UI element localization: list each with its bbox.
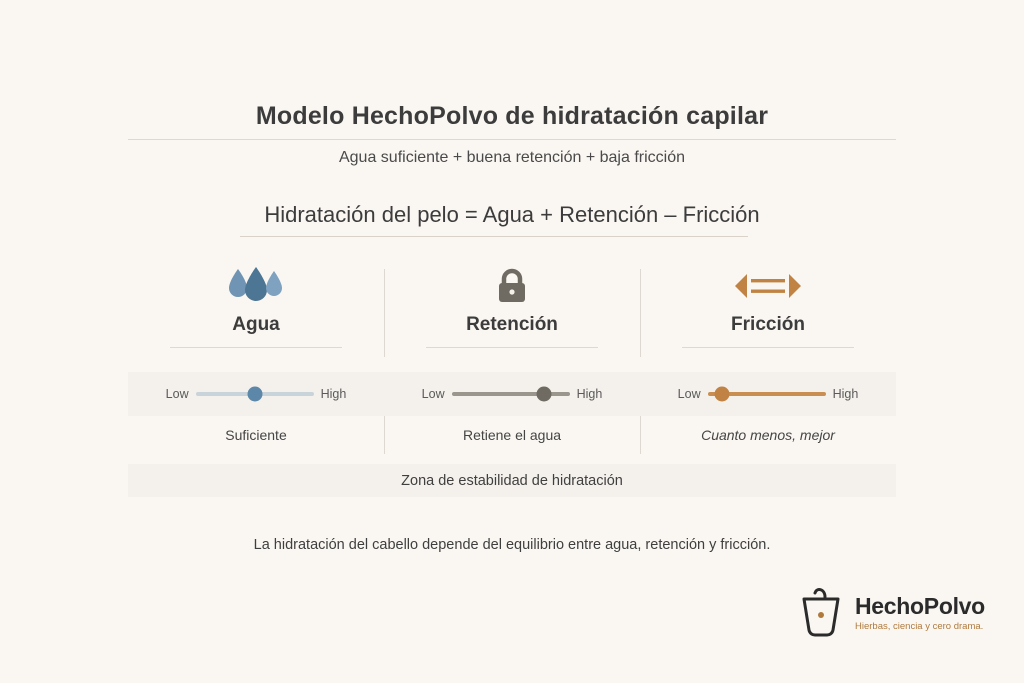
slider-low-label: Low [421, 387, 445, 401]
pillar-columns [128, 266, 896, 361]
caption-friccion: Cuanto menos, mejor [640, 416, 896, 454]
slider-high-label: High [576, 387, 603, 401]
slider-low-label: Low [165, 387, 189, 401]
divider-top [128, 139, 896, 140]
pillar-retencion [384, 266, 640, 361]
page-title: Modelo HechoPolvo de hidratación capilar [255, 102, 769, 130]
water-drops-icon [224, 266, 288, 306]
slider-high-label: High [832, 387, 859, 401]
brand-logo [795, 578, 995, 648]
equation-text: Hidratación del pelo = Agua + Retención – Fricción [264, 202, 760, 227]
caption-row [128, 416, 896, 454]
lock-icon [492, 266, 532, 306]
brand-text [855, 594, 985, 632]
pillar-agua [128, 266, 384, 361]
friction-arrows-icon [733, 266, 803, 306]
pillar-label: Agua [232, 314, 280, 335]
slider-knob[interactable] [714, 387, 729, 402]
pillar-underline [682, 347, 854, 348]
brand-tagline: Hierbas, ciencia y cero drama. [855, 621, 984, 633]
slider-knob[interactable] [247, 387, 262, 402]
slider-track[interactable] [452, 392, 570, 396]
slider-low-label: Low [677, 387, 701, 401]
stability-zone-label: Zona de estabilidad de hidratación [401, 472, 623, 489]
footnote-text: La hidratación del cabello depende del equilibrio entre agua, retención y fricción. [253, 537, 771, 553]
caption-retencion: Retiene el agua [384, 416, 640, 454]
page-subtitle: Agua suficiente + buena retención + baja fricción [338, 149, 685, 166]
slider-track[interactable] [708, 392, 826, 396]
divider-equation [240, 236, 748, 237]
stability-zone [128, 464, 896, 497]
pillar-friccion [640, 266, 896, 361]
slider-track[interactable] [196, 392, 314, 396]
brand-name: HechoPolvo [855, 592, 985, 619]
slider-row [128, 372, 896, 416]
mortar-icon [795, 585, 847, 641]
slider-agua[interactable] [128, 372, 384, 416]
pillar-label: Fricción [731, 314, 805, 335]
slider-retencion[interactable] [384, 372, 640, 416]
pillar-label: Retención [466, 314, 558, 335]
caption-agua: Suficiente [225, 427, 287, 443]
slider-knob[interactable] [536, 387, 551, 402]
slider-high-label: High [320, 387, 347, 401]
slider-friccion[interactable] [640, 372, 896, 416]
pillar-underline [426, 347, 598, 348]
pillar-underline [170, 347, 342, 348]
